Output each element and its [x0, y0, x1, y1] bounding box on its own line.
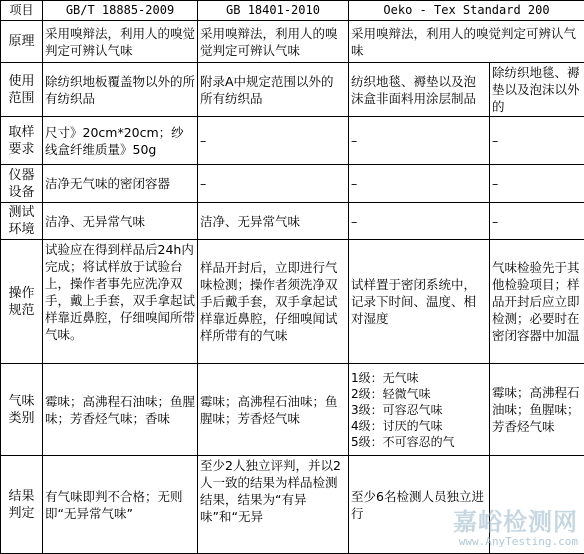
cell: 采用嗅辩法，利用人的嗅觉判定可辨认气味: [198, 21, 349, 63]
cell: 试验应在得到样品后24h内完成；将试样放于试验台上，操作者事先应洗净双手，戴上手套，双手拿起试样靠近鼻腔，仔细嗅闻所带气味。: [43, 240, 198, 364]
cell: 除纺织地板覆盖物以外的所有纺织品: [43, 63, 198, 117]
cell: –: [349, 203, 490, 240]
cell: 至少6名检测人员独立进行: [349, 456, 490, 554]
cell: 气味检验先于其他检验项目；样品开封后应立即检测；必要时在密闭容器中加温: [490, 240, 584, 364]
table-row: [1, 117, 584, 165]
header-item: 项目: [1, 1, 43, 21]
cell: 附录A中规定范围以外的所有纺织品: [198, 63, 349, 117]
table-row: [1, 165, 584, 203]
cell: 样品开封后，立即进行气味检测；操作者须洗净双手后戴手套，双手拿起试样靠近鼻腔，仔细嗅闻试样所带有的气味: [198, 240, 349, 364]
cell: 洁净、无异常气味: [43, 203, 198, 240]
cell: 纺织地毯、褥垫以及泡沫盒非面料用涂层制品: [349, 63, 490, 117]
cell: 采用嗅辩法，利用人的嗅觉判定可辨认气味: [43, 21, 198, 63]
cell: 霉味；高沸程石油味；鱼腥味；芳香烃气味: [198, 364, 349, 456]
cell: 洁净、无异常气味: [198, 203, 349, 240]
row-label: 使用范围: [1, 63, 43, 117]
odor-level: 1级：无气味: [351, 370, 487, 386]
cell: –: [349, 165, 490, 203]
cell: 试样置于密闭系统中，记录下时间、温度、相对湿度: [349, 240, 490, 364]
row-label: 结果判定: [1, 456, 43, 554]
cell: –: [198, 165, 349, 203]
row-label: 仪器设备: [1, 165, 43, 203]
table-row: [1, 21, 584, 63]
header-row: [1, 1, 584, 21]
table-row: [1, 240, 584, 364]
odor-level: 4级：讨厌的气味: [351, 418, 487, 434]
odor-levels-cell: [349, 364, 490, 456]
cell: [490, 456, 584, 554]
odor-level: 5级：不可容忍的气: [351, 434, 487, 450]
row-label: 测试环境: [1, 203, 43, 240]
header-oekotex: Oeko - Tex Standard 200: [349, 1, 584, 21]
cell: –: [490, 203, 584, 240]
cell: –: [490, 165, 584, 203]
cell: –: [198, 117, 349, 165]
cell: –: [490, 117, 584, 165]
cell: 霉味；高沸程石油味；鱼腥味；芳香烃气味: [490, 364, 584, 456]
watermark-main: 嘉峪检测网: [453, 509, 578, 535]
cell: 至少2人独立评判，并以2人一致的结果为样品检测结果，结果为“有异味”和“无异: [198, 456, 349, 554]
cell: 有气味即判不合格；无则即“无异常气味”: [43, 456, 198, 554]
table-row: [1, 63, 584, 117]
odor-level: 3级：可容忍气味: [351, 402, 487, 418]
watermark-sub: www.AnyTesting.com: [453, 535, 578, 548]
cell: 除纺织地毯、褥垫以及泡沫以外的: [490, 63, 584, 117]
row-label: 原理: [1, 21, 43, 63]
cell: 采用嗅辩法，利用人的嗅觉判定可辨认气味: [349, 21, 584, 63]
cell: 尺寸》20cm*20cm；纱线盒纤维质量》50g: [43, 117, 198, 165]
row-label: 气味类别: [1, 364, 43, 456]
cell: 洁净无气味的密闭容器: [43, 165, 198, 203]
row-label: 操作规范: [1, 240, 43, 364]
header-gb18401: GB 18401-2010: [198, 1, 349, 21]
row-label: 取样要求: [1, 117, 43, 165]
cell: 霉味；高沸程石油味；鱼腥味；芳香烃气味；香味: [43, 364, 198, 456]
cell: –: [349, 117, 490, 165]
header-gbt18885: GB/T 18885-2009: [43, 1, 198, 21]
table-row: [1, 456, 584, 554]
table-row: [1, 364, 584, 456]
table-row: [1, 203, 584, 240]
odor-level: 2级：轻微气味: [351, 386, 487, 402]
